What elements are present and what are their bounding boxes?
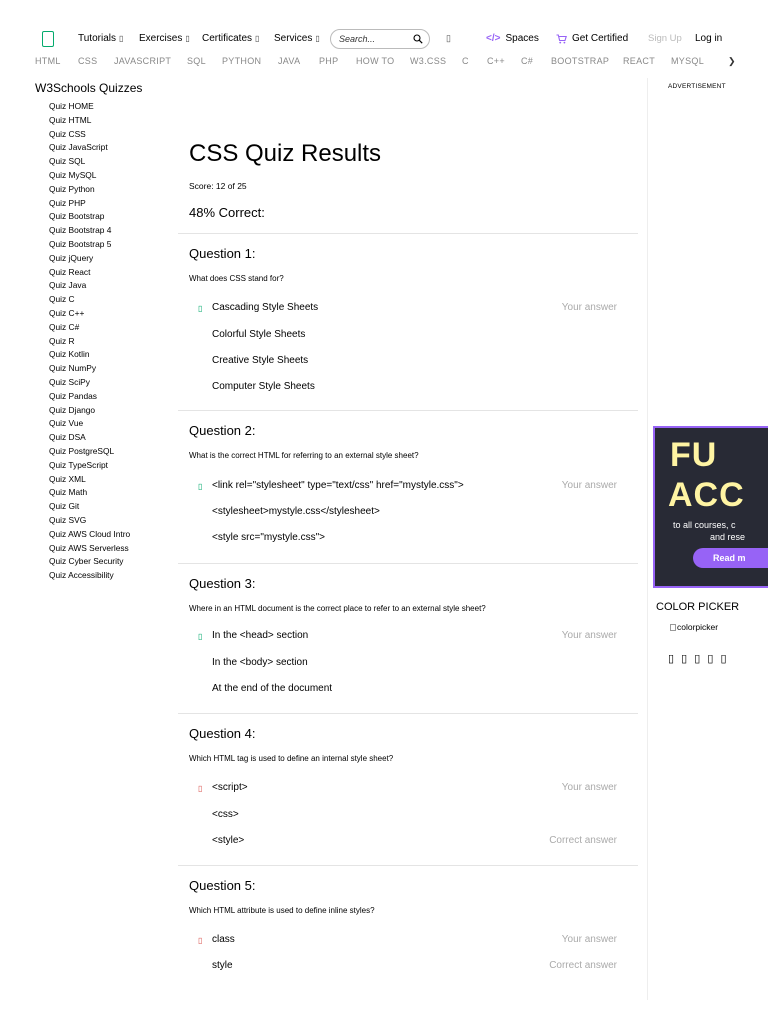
question-block <box>178 563 638 713</box>
sidebar-item[interactable]: Quiz PHP <box>49 197 86 208</box>
color-picker-image[interactable] <box>670 622 718 632</box>
option-text: <style src="mystyle.css"> <box>212 532 325 543</box>
answer-option <box>178 657 638 673</box>
spaces-label: Spaces <box>505 33 539 44</box>
question-title: Question 4: <box>189 726 256 741</box>
sidebar-item[interactable]: Quiz jQuery <box>49 252 94 263</box>
your-answer-label: Your answer <box>561 302 617 313</box>
sidebar-item[interactable]: Quiz PostgreSQL <box>49 445 115 456</box>
subnav-item-cpp[interactable]: C++ <box>487 56 505 66</box>
sidebar-item[interactable]: Quiz HTML <box>49 114 92 125</box>
subnav-item-php[interactable]: PHP <box>319 56 339 66</box>
subnav-item-sql[interactable]: SQL <box>187 56 206 66</box>
language-subnav <box>0 56 768 70</box>
option-text: Colorful Style Sheets <box>212 329 306 340</box>
sidebar-item[interactable]: Quiz Bootstrap 4 <box>49 225 112 236</box>
menu-services[interactable] <box>274 33 320 44</box>
menu-label: Tutorials <box>78 33 116 44</box>
subnav-scroll-right-icon[interactable]: ❯ <box>728 56 736 66</box>
advertisement-label: ADVERTISEMENT <box>668 83 726 90</box>
sidebar-item[interactable]: Quiz Bootstrap 5 <box>49 238 112 249</box>
option-text: <css> <box>212 809 239 820</box>
menu-label: Exercises <box>139 33 183 44</box>
subnav-item-python[interactable]: PYTHON <box>222 56 262 66</box>
option-text: Computer Style Sheets <box>212 381 315 392</box>
subnav-item-css[interactable]: CSS <box>78 56 98 66</box>
sidebar-item[interactable]: Quiz SciPy <box>49 376 90 387</box>
sidebar-item[interactable]: Quiz Cyber Security <box>49 556 124 567</box>
wrong-x-icon: ▯ <box>198 784 203 793</box>
question-text: What does CSS stand for? <box>189 274 284 283</box>
menu-label: Certificates <box>202 33 253 44</box>
search-icon[interactable] <box>413 34 423 44</box>
option-text: style <box>212 960 233 971</box>
answer-option <box>178 630 638 646</box>
ad-read-more-button[interactable]: Read m <box>693 548 768 568</box>
ad-subtext-line1: to all courses, c <box>673 520 736 530</box>
subnav-item-java[interactable]: JAVA <box>278 56 301 66</box>
dark-mode-toggle-icon[interactable]: ▯ <box>446 33 451 43</box>
option-text: At the end of the document <box>212 683 333 694</box>
your-answer-label: Your answer <box>561 934 617 945</box>
subnav-item-javascript[interactable]: JAVASCRIPT <box>114 56 172 66</box>
percent-correct: 48% Correct: <box>189 205 265 220</box>
menu-certificates[interactable] <box>202 33 259 44</box>
answer-option <box>178 506 638 522</box>
sidebar-item[interactable]: Quiz MySQL <box>49 169 97 180</box>
color-picker-alt-text: colorpicker <box>677 622 719 632</box>
question-text: Where in an HTML document is the correct place to refer to an external style sheet? <box>189 604 486 613</box>
sidebar-item[interactable]: Quiz DSA <box>49 432 86 443</box>
answer-option <box>178 683 638 699</box>
ad-headline-line2: ACC <box>668 476 745 514</box>
correct-check-icon: ▯ <box>198 304 203 313</box>
answer-option <box>178 329 638 345</box>
spaces-link[interactable] <box>486 33 539 44</box>
subnav-item-csharp[interactable]: C# <box>521 56 534 66</box>
chevron-down-icon: ▯ <box>315 34 320 43</box>
chevron-down-icon: ▯ <box>255 34 260 43</box>
sidebar-item[interactable]: Quiz C <box>49 294 75 305</box>
correct-answer-label: Correct answer <box>549 960 617 971</box>
sidebar-item[interactable]: Quiz Math <box>49 487 88 498</box>
sidebar-item[interactable]: Quiz CSS <box>49 128 86 139</box>
subnav-item-w3css[interactable]: W3.CSS <box>410 56 447 66</box>
chevron-down-icon: ▯ <box>185 34 190 43</box>
your-answer-label: Your answer <box>561 782 617 793</box>
question-title: Question 5: <box>189 878 256 893</box>
subnav-item-how-to[interactable]: HOW TO <box>356 56 395 66</box>
answer-option <box>178 835 638 851</box>
menu-exercises[interactable] <box>139 33 190 44</box>
sidebar-item[interactable]: Quiz AWS Cloud Intro <box>49 528 131 539</box>
correct-check-icon: ▯ <box>198 482 203 491</box>
menu-tutorials[interactable] <box>78 33 123 44</box>
question-block <box>178 865 638 975</box>
sidebar-item[interactable]: Quiz Bootstrap <box>49 211 105 222</box>
answer-option <box>178 381 638 397</box>
subnav-item-html[interactable]: HTML <box>35 56 61 66</box>
question-title: Question 3: <box>189 576 256 591</box>
social-icons[interactable]: ▯ ▯ ▯ ▯ ▯ <box>668 653 729 665</box>
sidebar-item[interactable]: Quiz SQL <box>49 156 86 167</box>
menu-label: Services <box>274 33 313 44</box>
code-icon: </> <box>486 33 501 44</box>
answer-option <box>178 302 638 318</box>
your-answer-label: Your answer <box>561 480 617 491</box>
correct-answer-label: Correct answer <box>549 835 617 846</box>
search-input[interactable] <box>330 29 430 49</box>
answer-option <box>178 532 638 548</box>
option-text: class <box>212 934 235 945</box>
wrong-x-icon: ▯ <box>198 936 203 945</box>
search-placeholder: Search... <box>339 34 376 44</box>
correct-check-icon: ▯ <box>198 632 203 641</box>
sidebar-item[interactable]: Quiz Vue <box>49 418 84 429</box>
right-column <box>647 78 768 1000</box>
log-in-link[interactable]: Log in <box>695 33 723 44</box>
chevron-down-icon: ▯ <box>118 34 124 43</box>
sidebar-item[interactable]: Quiz React <box>49 266 91 277</box>
sidebar-item[interactable]: Quiz SVG <box>49 514 87 525</box>
sidebar-item[interactable]: Quiz XML <box>49 473 86 484</box>
question-block <box>178 233 638 410</box>
sign-up-link[interactable]: Sign Up <box>648 33 682 44</box>
answer-option <box>178 782 638 798</box>
sidebar-item[interactable]: Quiz Git <box>49 501 80 512</box>
sidebar-item[interactable]: Quiz Python <box>49 183 95 194</box>
cart-icon <box>556 34 567 44</box>
sidebar-item[interactable]: Quiz Accessibility <box>49 570 114 581</box>
sidebar-list <box>49 101 130 584</box>
option-text: <script> <box>212 782 248 793</box>
option-text: In the <body> section <box>212 657 308 668</box>
ad-subtext-line2: and rese <box>710 532 746 542</box>
subnav-item-mysql[interactable]: MYSQL <box>671 56 705 66</box>
option-text: Cascading Style Sheets <box>212 302 319 313</box>
answer-option <box>178 355 638 371</box>
sidebar-item[interactable]: Quiz JavaScript <box>49 142 108 153</box>
get-certified-link[interactable] <box>556 33 628 44</box>
sidebar-title: W3Schools Quizzes <box>35 81 143 95</box>
subnav-item-c[interactable]: C <box>462 56 469 66</box>
sidebar-item[interactable]: Quiz C# <box>49 321 80 332</box>
question-block <box>178 410 638 563</box>
ad-banner[interactable] <box>653 426 768 588</box>
sidebar-item[interactable]: Quiz NumPy <box>49 363 97 374</box>
option-text: In the <head> section <box>212 630 309 641</box>
sidebar-item[interactable]: Quiz Django <box>49 404 96 415</box>
answer-option <box>178 934 638 950</box>
sidebar-item[interactable]: Quiz HOME <box>49 101 94 111</box>
answer-option <box>178 480 638 496</box>
sidebar-item[interactable]: Quiz R <box>49 335 75 346</box>
sidebar-item[interactable]: Quiz Kotlin <box>49 349 90 360</box>
option-text: <link rel="stylesheet" type="text/css" href="mystyle.css"> <box>212 480 464 491</box>
sidebar-item[interactable]: Quiz AWS Serverless <box>49 542 129 553</box>
question-text: Which HTML tag is used to define an internal style sheet? <box>189 754 394 763</box>
sidebar-item[interactable]: Quiz TypeScript <box>49 459 108 470</box>
score-text: Score: 12 of 25 <box>189 181 247 191</box>
sidebar-item[interactable]: Quiz C++ <box>49 307 85 318</box>
page-title: CSS Quiz Results <box>189 140 382 167</box>
option-text: <style> <box>212 835 245 846</box>
option-text: <stylesheet>mystyle.css</stylesheet> <box>212 506 380 517</box>
subnav-item-react[interactable]: REACT <box>623 56 656 66</box>
get-certified-label: Get Certified <box>572 33 629 44</box>
sidebar-item[interactable]: Quiz Java <box>49 280 87 291</box>
option-text: Creative Style Sheets <box>212 355 309 366</box>
subnav-item-bootstrap[interactable]: BOOTSTRAP <box>551 56 610 66</box>
question-title: Question 1: <box>189 246 256 261</box>
question-text: What is the correct HTML for referring to an external style sheet? <box>189 451 419 460</box>
ad-headline-line1: FU <box>670 436 718 474</box>
answer-option <box>178 960 638 976</box>
color-picker-title: COLOR PICKER <box>656 601 740 613</box>
broken-image-icon <box>670 624 676 631</box>
w3schools-logo-icon[interactable] <box>42 31 54 47</box>
question-title: Question 2: <box>189 423 256 438</box>
question-block <box>178 713 638 865</box>
sidebar-item[interactable]: Quiz Pandas <box>49 390 97 401</box>
your-answer-label: Your answer <box>561 630 617 641</box>
answer-option <box>178 809 638 825</box>
question-text: Which HTML attribute is used to define inline styles? <box>189 906 375 915</box>
